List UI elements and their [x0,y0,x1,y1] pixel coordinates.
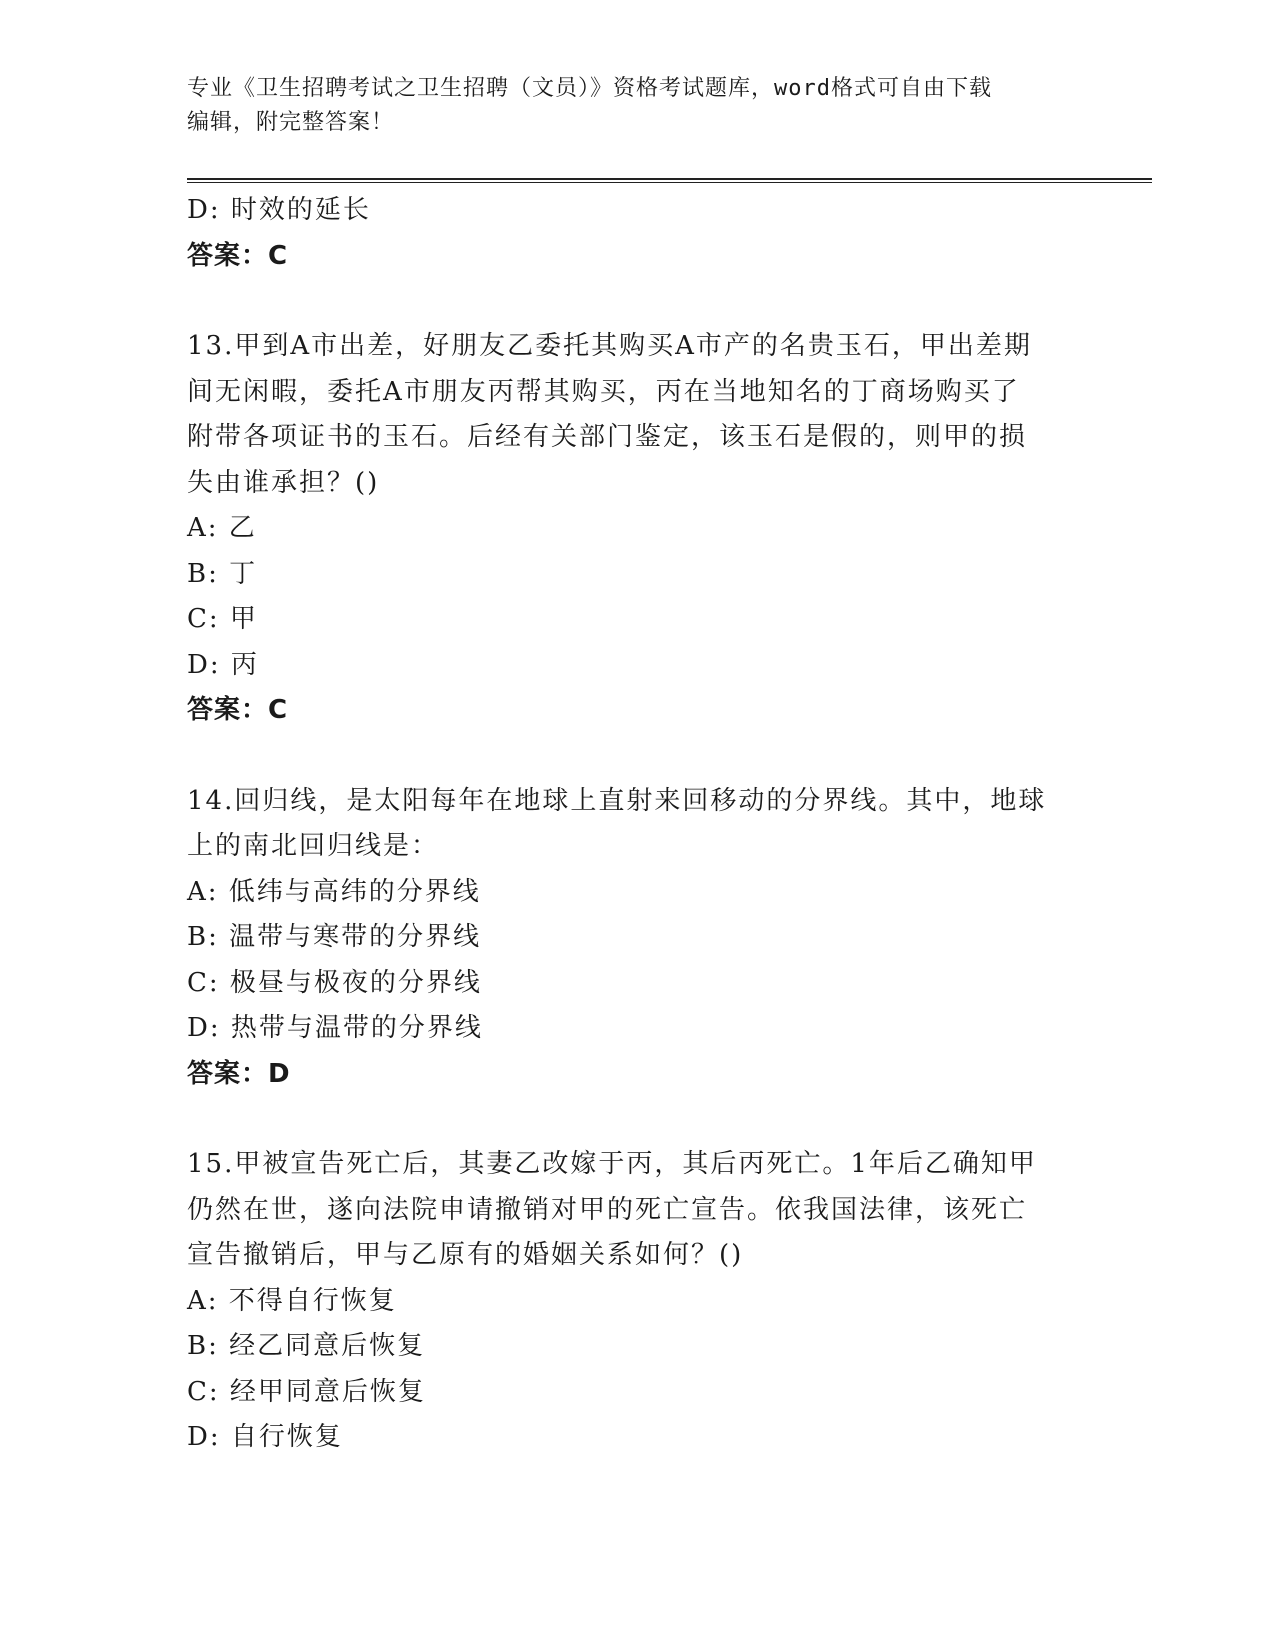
document-body [187,188,1087,1461]
option-b: B: 温带与寒带的分界线 [187,922,482,952]
option-d: D: 热带与温带的分界线 [187,1013,483,1043]
option-d: D: 自行恢复 [187,1422,343,1452]
question-text [187,1142,1087,1279]
option-a: A: 不得自行恢复 [187,1285,397,1316]
question-line: 15.甲被宣告死亡后，其妻乙改嫁于丙，其后丙死亡。1年后乙确知甲 [187,1149,1037,1179]
answer-line: 答案：C [187,240,289,271]
answer-line: 答案：C [187,695,289,725]
question-line: 14.回归线，是太阳每年在地球上直射来回移动的分界线。其中，地球 [187,785,1047,816]
spacer [187,734,1087,779]
option-a: A: 低纬与高纬的分界线 [187,876,481,907]
option-b: B: 丁 [187,558,258,589]
question-line: 附带各项证书的玉石。后经有关部门鉴定，该玉石是假的，则甲的损 [187,422,1028,452]
page-header [187,72,1067,140]
question-line: 仍然在世，遂向法院申请撤销对甲的死亡宣告。依我国法律，该死亡 [187,1194,1028,1225]
question-15 [187,1142,1087,1461]
question-line: 失由谁承担？() [187,467,380,498]
question-line: 宣告撤销后，甲与乙原有的婚姻关系如何？() [187,1240,744,1270]
header-line-1: 专业《卫生招聘考试之卫生招聘（文员）》资格考试题库，word格式可自由下载 [187,76,992,101]
question-text [187,779,1087,870]
option-c: C: 经甲同意后恢复 [187,1376,426,1407]
answer-line: 答案：D [187,1058,291,1089]
spacer [187,279,1087,324]
option-c: C: 甲 [187,604,258,634]
option-d: D: 丙 [187,649,259,680]
option-d: D: 时效的延长 [187,195,371,225]
option-b: B: 经乙同意后恢复 [187,1331,426,1361]
question-13 [187,324,1087,734]
header-line-2: 编辑，附完整答案！ [187,110,395,135]
option-a: A: 乙 [187,513,257,543]
spacer [187,1097,1087,1142]
question-14 [187,779,1087,1098]
question-line: 上的南北回归线是： [187,831,440,861]
question-line: 间无闲暇，委托A市朋友丙帮其购买，丙在当地知名的丁商场购买了 [187,376,1020,407]
question-line: 13.甲到A市出差，好朋友乙委托其购买A市产的名贵玉石，甲出差期 [187,331,1032,361]
header-rule [187,178,1152,180]
header-rule-thin [187,182,1152,183]
question-text [187,324,1087,506]
option-c: C: 极昼与极夜的分界线 [187,967,482,998]
